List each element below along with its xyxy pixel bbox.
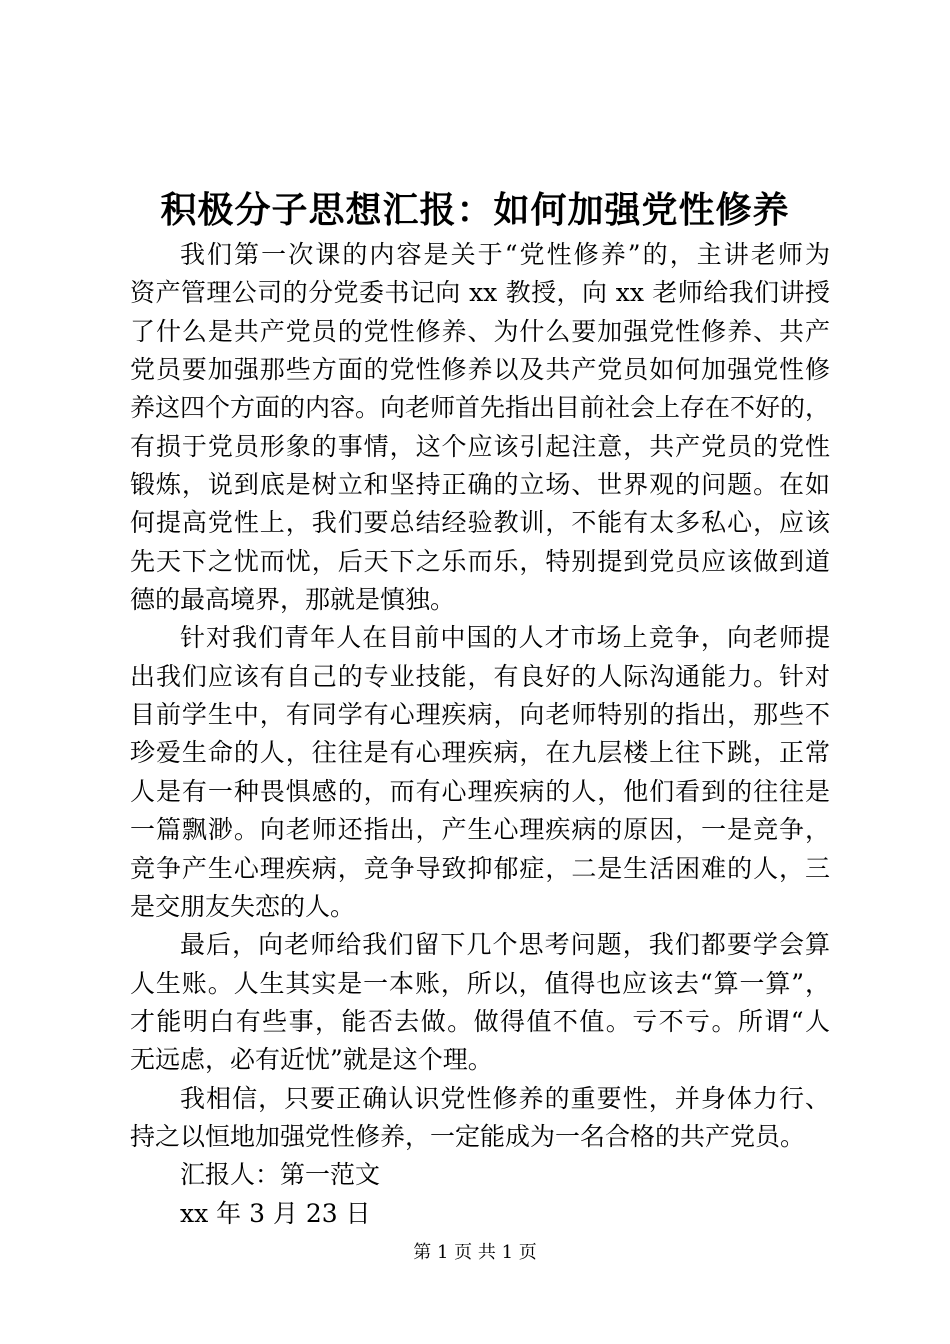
- text-line: 我相信，只要正确认识党性修养的重要性，并身体力行、: [180, 1083, 830, 1113]
- text-line: 汇报人：第一范文: [180, 1160, 381, 1190]
- text-line: 珍爱生命的人，往往是有心理疾病，在九层楼上往下跳，正常: [130, 738, 830, 768]
- text-line: 德的最高境界，那就是慎独。: [130, 585, 456, 615]
- page-number-footer: 第 1 页 共 1 页: [413, 1242, 537, 1263]
- text-line: 了什么是共产党员的党性修养、为什么要加强党性修养、共产: [130, 316, 830, 346]
- text-line: 竞争产生心理疾病，竞争导致抑郁症，二是生活困难的人，三: [130, 853, 830, 883]
- text-line: 最后，向老师给我们留下几个思考问题，我们都要学会算: [180, 930, 830, 960]
- document-body: [130, 236, 830, 1233]
- text-line: 针对我们青年人在目前中国的人才市场上竞争，向老师提: [180, 623, 830, 653]
- text-line: 是交朋友失恋的人。: [130, 891, 356, 921]
- text-line: 何提高党性上，我们要总结经验教训，不能有太多私心，应该: [130, 508, 830, 538]
- text-line: 有损于党员形象的事情，这个应该引起注意，共产党员的党性: [130, 431, 830, 461]
- text-line: xx 年 3 月 23 日: [180, 1198, 371, 1228]
- text-line: 锻炼，说到底是树立和坚持正确的立场、世界观的问题。在如: [130, 470, 830, 500]
- document-title: 积极分子思想汇报：如何加强党性修养: [160, 189, 790, 231]
- text-line: 先天下之忧而忧，后天下之乐而乐，特别提到党员应该做到道: [130, 546, 830, 576]
- text-line: 养这四个方面的内容。向老师首先指出目前社会上存在不好的，: [130, 393, 831, 423]
- text-line: 人生账。人生其实是一本账，所以，值得也应该去“算一算”，: [130, 968, 830, 998]
- text-line: 才能明白有些事，能否去做。做得值不值。亏不亏。所谓“人: [130, 1006, 830, 1036]
- text-line: 我们第一次课的内容是关于“党性修养”的，主讲老师为: [180, 240, 830, 269]
- text-line: 出我们应该有自己的专业技能，有良好的人际沟通能力。针对: [130, 661, 830, 691]
- text-line: 一篇飘渺。向老师还指出，产生心理疾病的原因，一是竞争，: [130, 815, 830, 845]
- text-line: 无远虑，必有近忧”就是这个理。: [130, 1045, 493, 1075]
- text-line: 党员要加强那些方面的党性修养以及共产党员如何加强党性修: [130, 355, 830, 385]
- text-line: 持之以恒地加强党性修养，一定能成为一名合格的共产党员。: [130, 1121, 806, 1151]
- text-line: 资产管理公司的分党委书记向 xx 教授，向 xx 老师给我们讲授: [130, 278, 830, 308]
- text-line: 目前学生中，有同学有心理疾病，向老师特别的指出，那些不: [130, 700, 830, 730]
- text-line: 人是有一种畏惧感的，而有心理疾病的人，他们看到的往往是: [130, 776, 830, 806]
